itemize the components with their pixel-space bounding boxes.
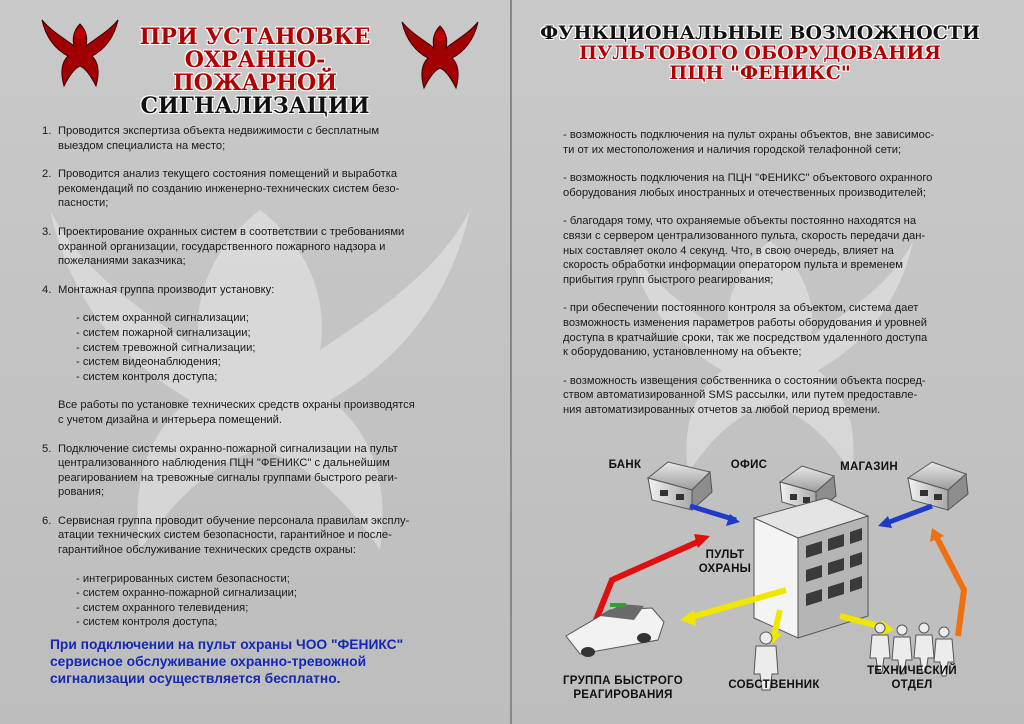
list-item: 5. Подключение системы охранно-пожарной сигнализации на пульт централизованного наблюдения ПЦН "ФЕНИКС" с дальнейшим реагированием на тревожные сигналы группами быстрого реаги- рования; <box>42 442 398 499</box>
rapid-response-car-icon <box>566 603 664 657</box>
page-divider <box>510 0 512 724</box>
left-title-line1: ПРИ УСТАНОВКЕ <box>139 24 371 50</box>
service-list: - интегрированных систем безопасности; - систем охранно-пожарной сигнализации; - систем охранного телевидения; - систем контроля доступа; <box>76 572 298 629</box>
list-item: - возможность извещения собственника о состоянии объекта посред- ством автоматизированной SMS рассылки, или путем предоставле- ния автоматизированных отчетов за любой период времени. <box>563 374 926 416</box>
eagle-logo-right-icon <box>400 18 480 94</box>
left-body-text <box>42 124 472 644</box>
console-label: ПУЛЬТ ОХРАНЫ <box>698 549 752 575</box>
list-item: 1. Проводится экспертиза объекта недвижимости с бесплатным выездом специалиста на место; <box>42 125 380 152</box>
office-label: ОФИС <box>730 459 768 471</box>
eagle-logo-left-icon <box>40 16 120 92</box>
list-item: - возможность подключения на ПЦН "ФЕНИКС" объектового охранного оборудования любых иностранных и отечественных производителей; <box>563 172 933 199</box>
install-note: Все работы по установке технических средств охраны производятся с учетом дизайна и интерьера помещений. <box>58 399 415 426</box>
left-title-line3: СИГНАЛИЗАЦИИ <box>140 93 370 120</box>
list-item: 4. Монтажная группа производит установку: - систем охранной сигнализации; - систем пожарной сигнализации; - систем тревожной сигнализации; - систем видеонаблюдения; - систем контроля доступа; Все работы по установке технических средств охраны производятся с учетом дизайна и интерьера помещений. <box>42 283 472 428</box>
tech-dept-label: ТЕХНИЧЕСКИЙ ОТДЕЛ <box>867 665 957 691</box>
right-title-line2: ПУЛЬТОВОГО ОБОРУДОВАНИЯ <box>578 41 942 64</box>
right-page-title <box>540 24 980 84</box>
owner-label: СОБСТВЕННИК <box>728 679 820 691</box>
right-body-text <box>553 128 983 432</box>
list-item: 2. Проводится анализ текущего состояния помещений и выработка рекомендаций по созданию инженерно-технических систем безо- пасности; <box>42 168 400 210</box>
arrow-shop-to-console <box>884 506 932 524</box>
rapid-response-label: ГРУППА БЫСТРОГО РЕАГИРОВАНИЯ <box>562 675 684 701</box>
list-item: - при обеспечении постоянного контроля за объектом, система дает возможность изменения параметров работы оборудования и уровней доступа в кратчайшие сроки, так же посредством удаленного доступа к оборудованию, установленному на объекте; <box>563 302 928 359</box>
right-title-line3: ПЦН "ФЕНИКС" <box>669 61 851 84</box>
bank-house-icon <box>648 462 712 510</box>
arrow-tech-to-shop <box>936 536 964 636</box>
list-item: - возможность подключения на пульт охраны объектов, вне зависимос- ти от их местоположения и наличия городской телафонной сети; <box>563 129 935 156</box>
install-list: - систем охранной сигнализации; - систем пожарной сигнализации; - систем тревожной сигнализации; - систем видеонаблюдения; - систем контроля доступа; <box>76 312 256 383</box>
shop-label: МАГАЗИН <box>840 461 898 473</box>
list-item: 6. Сервисная группа проводит обучение персонала правилам эксплу- атации технических систем безопасности, гарантийное и после- гарантийное обслуживание технических средств охраны: - интегрированных систем безопасности; - систем охранно-пожарной сигнализации; - систем охранного телевидения; - систем контроля доступа; <box>42 514 472 630</box>
bank-label: БАНК <box>608 459 642 471</box>
list-item: 3. Проектирование охранных систем в соответствии с требованиями охранной организации, государственного пожарного надзора и пожеланиями заказчика; <box>42 225 405 268</box>
list-item: - благодаря тому, что охраняемые объекты постоянно находятся на связи с сервером централизованного пульта, скорость передачи дан- ных составляет около 4 секунд. Что, в свою очередь, влияет на скорость обработки информации оператором пульта и временем прибытия групп быстрого реагирования; <box>563 215 926 286</box>
shop-house-icon <box>908 462 968 510</box>
left-page-title <box>110 26 400 118</box>
right-title-line1: ФУНКЦИОНАЛЬНЫЕ ВОЗМОЖНОСТИ <box>540 22 980 44</box>
free-service-note: При подключении на пульт охраны ЧОО "ФЕНИКС" сервисное обслуживание охранно-тревожной сигнализации осуществляется бесплатно. <box>50 637 404 686</box>
left-title-line2: ОХРАННО-ПОЖАРНОЙ <box>172 47 337 97</box>
